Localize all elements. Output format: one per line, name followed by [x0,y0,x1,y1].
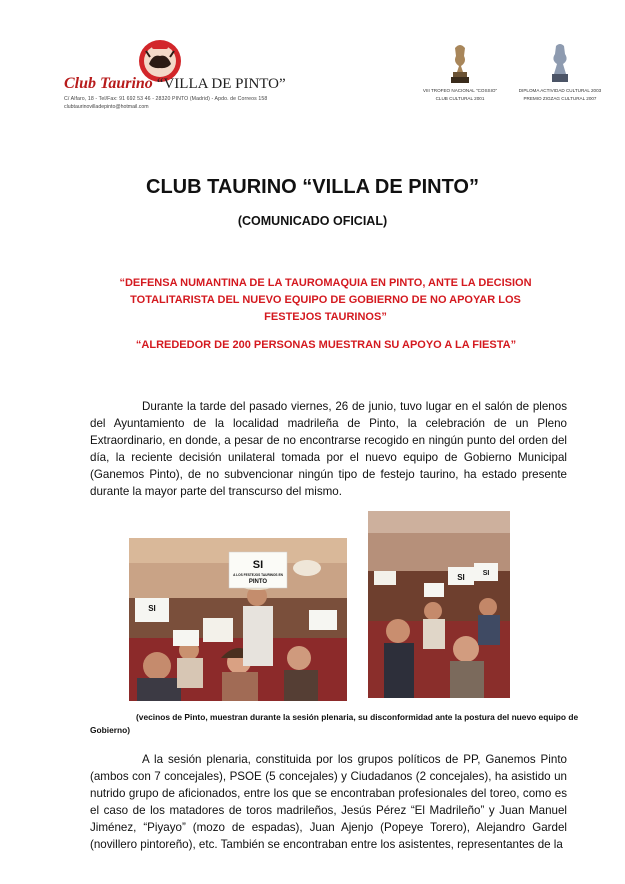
sign-si-right: SI [457,573,465,582]
subheadline: “ALREDEDOR DE 200 PERSONAS MUESTRAN SU APOYO A LA FIESTA” [135,339,517,351]
award-cossio [414,42,506,102]
svg-text:SI: SI [482,570,490,577]
award-zigzag-line2: PREMIO ZIGZAG CULTURAL 2007 [523,96,597,101]
award-zigzag-line1: DIPLOMA ACTIVIDAD CULTURAL 2003 [518,88,602,93]
svg-text:SI: SI [148,604,156,613]
photo-plenary-left [129,538,347,701]
photo-caption: (vecinos de Pinto, muestran durante la sesión plenaria, su disconformidad ante la postura del nuevo equipo de Gobierno) [90,712,579,735]
paragraph-plenary: A la sesión plenaria, constituida por los grupos políticos de PP, Ganemos Pinto (ambos con 7 concejales), PSOE (5 concejales) y Ciudadanos (2 concejales), ha asistido un nutrido grupo de aficionados, entre los que se encontraban profesionales del toreo, como es el caso de los matadores de toros madrileños, Jesús Pérez “El Madrileño” y Juan Manuel Jiménez, “Piyayo” (mozo de espadas), Juan Ajenjo (Popeye Torero), Alejandro Gardel (novillero pintoreño), etc. También se encontraban entre los asistentes, representantes de la [90,753,567,852]
document-subtitle: (COMUNICADO OFICIAL) [237,214,388,228]
award-zigzag [514,42,606,102]
headline: “DEFENSA NUMANTINA DE LA TAUROMAQUIA EN PINTO, ANTE LA DECISION TOTALITARISTA DEL NUEVO EQUIPO DE GOBIERNO DE NO APOYAR LOS FESTEJOS TAURINOS” [119,277,532,323]
club-name-villa: “VILLA DE PINTO” [156,76,286,92]
award-cossio-line2: CLUB CULTURAL 2001 [435,96,485,101]
paragraph-intro: Durante la tarde del pasado viernes, 26 de junio, tuvo lugar en el salón de plenos del Ayuntamiento de la localidad madrileña de Pinto, la celebración de un Pleno Extraordinario, en donde, a pesar de no encontrarse recogido en ningún punto del orden del día, la reciente decisión unilateral tomada por el nuevo equipo de Gobierno Municipal (Ganemos Pinto), de no subvencionar ningún tipo de festejo taurino, ha estado presente durante la mayor parte del transcurso del mismo. [90,400,567,499]
photo-plenary-right [368,511,510,698]
club-name [64,75,324,93]
sign-si-main: SI [252,559,264,571]
club-name-script: Club Taurino [64,75,153,92]
letterhead [62,24,602,116]
sign-festejos-text: A LOS FESTEJOS TAURINOS EN [233,573,283,577]
award-cossio-line1: VIII TROFEO NACIONAL "COSSIO" [422,88,498,93]
club-address: C/ Alfaro, 18 - Tel/Fax: 91 692 53 46 - 28320 PINTO (Madrid) - Apdo. de Correos 158 [64,96,268,102]
trophy-icon [447,42,473,86]
club-email: clubtaurinovilladepinto@hotmail.com [64,104,149,110]
trophy-icon [547,42,573,86]
document-title: CLUB TAURINO “VILLA DE PINTO” [146,176,479,198]
sign-pinto-text: PINTO [248,579,268,585]
